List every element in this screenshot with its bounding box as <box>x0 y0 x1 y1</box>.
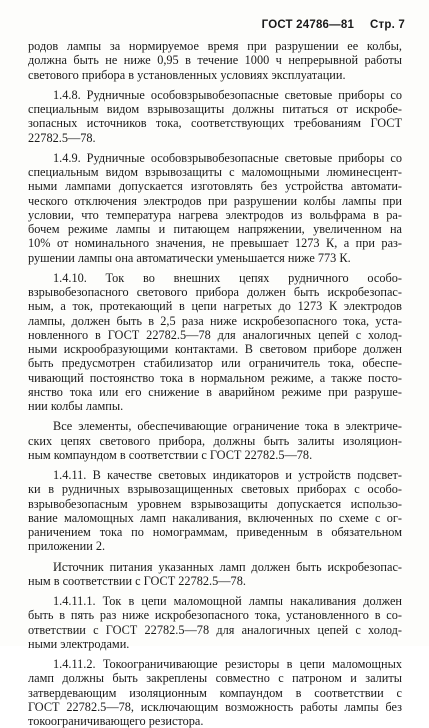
text-line: вание маломощных ламп накаливания, включенных по схеме с ог- <box>28 510 402 525</box>
text-line: ным, а ток, протекающий в цепи нагретых до 1273 К электродов <box>28 299 402 314</box>
text-line: 1.4.11. В качестве световых индикаторов и устройств подсвет- <box>53 468 402 482</box>
text-line: ответствии с ГОСТ 22782.5—78 для аналогичных цепей с холод- <box>28 622 402 637</box>
text-line: чивающий постоянство тока в нормальном режиме, а также посто- <box>28 370 402 385</box>
page-number: Стр. 7 <box>370 19 405 31</box>
text-line: нии колбы лампы. <box>28 399 124 413</box>
text-line: светового прибора в установленных условиях эксплуатации. <box>28 67 346 82</box>
paragraph <box>28 271 402 414</box>
text-line: ГОСТ 22782.5—78, исключающим возможность работы лампы без <box>28 699 402 714</box>
text-line: ными искрообразующими контактами. В световом приборе должен <box>28 342 402 356</box>
text-line: ческого отключения электродов при разрушении колбы лампы при <box>28 193 402 208</box>
text-line: раничением тока по номограммам, приведенным в обязательном <box>28 525 402 539</box>
text-line: приложении 2. <box>28 539 106 554</box>
text-line: зопасных источников тока, соответствующих требованиям ГОСТ <box>28 116 402 131</box>
text-line: ными электродами. <box>28 636 130 651</box>
text-line: новленного в ГОСТ 22782.5—78 для аналогичных цепей с холод- <box>28 327 402 342</box>
text-line: быть предусмотрен стабилизатор или ограничитель тока, обеспе- <box>28 356 402 371</box>
text-line: янство тока или его снижение в аварийном режиме при разруше- <box>28 384 402 399</box>
text-line: быть в пять раз ниже искробезопасного тока, установленного в со- <box>28 608 402 623</box>
standard-number: ГОСТ 24786—81 <box>261 19 355 31</box>
text-line: специальным видом взрывозащиты с маломощными люминесцент- <box>28 165 402 179</box>
text-line: токоограничивающего резистора. <box>28 714 204 728</box>
text-line: должна быть не ниже 0,95 в течение 1000 ч непрерывной работы <box>28 53 402 68</box>
text-line: специальным видом взрывозащиты должны питаться от искробе- <box>28 102 402 116</box>
text-line: ских цепях светового прибора, должны быть залиты изоляцион- <box>28 433 402 448</box>
text-line: 1.4.9. Рудничные особовзрывобезопасные световые приборы со <box>53 150 402 165</box>
paragraph <box>28 151 402 265</box>
text-line: взрывобезопасного светового прибора должен быть искробезопас- <box>28 285 402 299</box>
text-line: 1.4.10. Ток во внешних цепях рудничного особо- <box>53 270 402 285</box>
paragraph <box>28 419 402 462</box>
text-line: условии, что температура нагрева электродов из вольфрама в ра- <box>28 207 402 222</box>
text-line: 1.4.11.1. Ток в цепи маломощной лампы накаливания должен <box>53 594 402 608</box>
text-line: взрывобезопасным уровнем взрывозащиты допускается использо- <box>28 496 402 511</box>
text-line: Все элементы, обеспечивающие ограничение тока в электриче- <box>53 419 402 434</box>
text-line: Источник питания указанных ламп должен быть искробезопас- <box>53 559 402 574</box>
text-line: 10% от номинального значения, не превышает 1273 К, а при раз- <box>28 236 402 251</box>
paragraph <box>28 594 402 651</box>
text-line: бочем режиме лампы и питающем напряжении, увеличенном на <box>28 222 402 236</box>
text-line: ки в рудничных взрывозащищенных световых приборах с особо- <box>28 482 402 497</box>
paragraph <box>28 39 402 82</box>
paragraph <box>28 657 402 728</box>
body-text <box>28 39 402 728</box>
text-line: рушении лампы она автоматически уменьшается ниже 773 К. <box>28 250 351 265</box>
text-line: родов лампы за нормируемое время при разрушении ее колбы, <box>28 39 402 53</box>
text-line: ным в соответствии с ГОСТ 22782.5—78. <box>28 573 246 588</box>
text-line: 1.4.8. Рудничные особовзрывобезопасные световые приборы со <box>53 87 402 102</box>
page-header <box>262 19 405 31</box>
text-line: 22782.5—78. <box>28 130 96 145</box>
text-line: затвердевающим изоляционным компаундом в соответствии с <box>28 685 402 700</box>
paragraph <box>28 88 402 145</box>
paragraph <box>28 560 402 589</box>
text-line: 1.4.11.2. Токоограничивающие резисторы в цепи маломощных <box>53 657 402 671</box>
text-line: ным компаундом в соответствии с ГОСТ 22782.5—78. <box>28 447 313 462</box>
text-line: ламп должны быть закреплены совместно с патроном и залиты <box>28 671 402 686</box>
text-line: лампы, должен быть в 2,5 раза ниже искробезопасного тока, уста- <box>28 313 402 328</box>
paragraph <box>28 468 402 554</box>
text-line: ными лампами допускается изготовлять без устройства автомати- <box>28 179 402 194</box>
